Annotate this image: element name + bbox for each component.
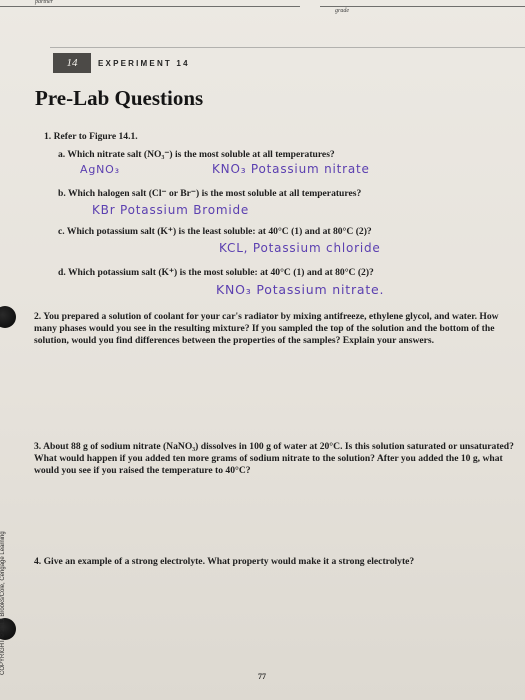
binder-hole-top bbox=[0, 306, 16, 328]
question-1d: d. Which potassium salt (K⁺) is the most soluble: at 40°C (1) and at 80°C (2)? bbox=[58, 267, 374, 278]
experiment-label: EXPERIMENT 14 bbox=[98, 59, 190, 68]
answer-1d: KNO₃ Potassium nitrate. bbox=[216, 282, 385, 297]
answer-1a: KNO₃ Potassium nitrate bbox=[212, 162, 370, 176]
copyright-text: COPYRIGHT © 2013 Brooks/Cole, Cengage Learning bbox=[0, 531, 6, 675]
copyright-notice bbox=[0, 475, 12, 675]
question-2: 2. You prepared a solution of coolant for your car's radiator by mixing antifreeze, ethylene glycol, and water. How many phases would you see in the resulting mixture? If you sampled the top of the solution and the bottom of the solution, would you find differences between the properties of the samples? Explain your answers. bbox=[34, 311, 499, 346]
grade-label: grade bbox=[335, 8, 349, 14]
question-4: 4. Give an example of a strong electrolyte. What property would make it a strong electrolyte? bbox=[34, 556, 415, 567]
page-title: Pre-Lab Questions bbox=[35, 86, 204, 110]
partner-label: partner bbox=[35, 0, 53, 5]
answer-1c: KCL, Potassium chloride bbox=[219, 241, 381, 255]
experiment-number-box: 14 bbox=[53, 53, 91, 73]
question-1b: b. Which halogen salt (Cl⁻ or Br⁻) is the most soluble at all temperatures? bbox=[58, 188, 362, 199]
answer-1a-scribble: AgNO₃ bbox=[80, 163, 120, 176]
partner-line bbox=[0, 6, 300, 7]
question-1a: a. Which nitrate salt (NO₃⁻) is the most soluble at all temperatures? bbox=[58, 149, 335, 160]
question-1-intro: 1. Refer to Figure 14.1. bbox=[44, 131, 138, 142]
question-1c: c. Which potassium salt (K⁺) is the least soluble: at 40°C (1) and at 80°C (2)? bbox=[58, 226, 372, 237]
grade-line bbox=[320, 6, 525, 7]
page-number: 77 bbox=[258, 672, 266, 681]
header-rule bbox=[50, 47, 525, 48]
answer-1b: KBr Potassium Bromide bbox=[92, 203, 250, 217]
question-3: 3. About 88 g of sodium nitrate (NaNO₃) dissolves in 100 g of water at 20°C. Is this solution saturated or unsaturated? What would happen if you added ten more grams of sodium nitrate to the solution? After you added the 10 g, what would you see if you raised the temperature to 40°C? bbox=[34, 441, 514, 476]
